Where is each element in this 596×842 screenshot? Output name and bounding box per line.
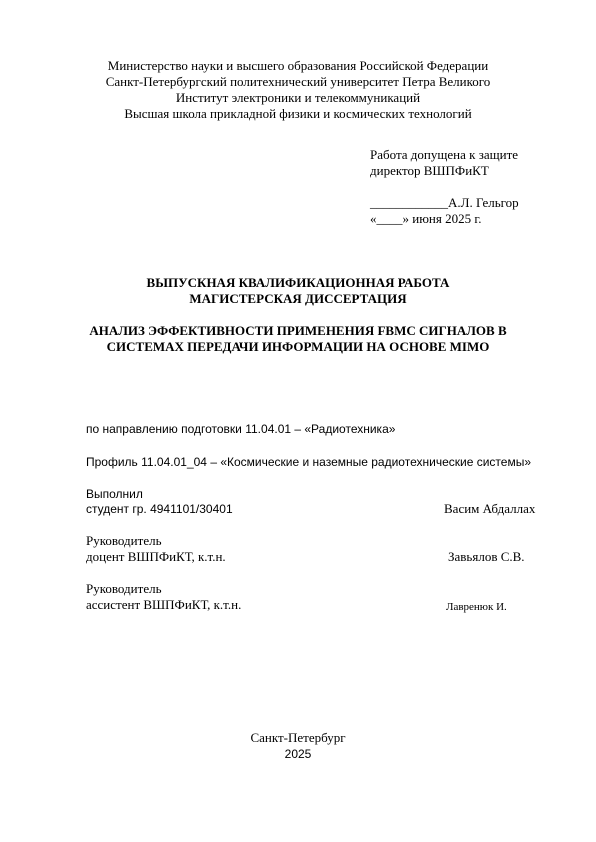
supervisor2-position: ассистент ВШПФиКТ, к.т.н. xyxy=(86,597,242,612)
supervisor1-name: Завьялов С.В. xyxy=(448,549,525,564)
university-line: Санкт-Петербургский политехнический университет Петра Великого xyxy=(105,74,491,89)
approval-signature: ____________А.Л. Гельгор xyxy=(370,195,519,210)
year-line: 2025 xyxy=(284,747,312,761)
approval-director: директор ВШПФиКТ xyxy=(370,163,489,178)
approval-date: «____» июня 2025 г. xyxy=(370,211,482,226)
direction-line: по направлению подготовки 11.04.01 – «Радиотехника» xyxy=(86,422,396,436)
city-line: Санкт-Петербург xyxy=(250,730,346,745)
author-position: студент гр. 4941101/30401 xyxy=(86,502,233,516)
profile-line: Профиль 11.04.01_04 – «Космические и наземные радиотехнические системы» xyxy=(86,455,531,469)
supervisor1-role: Руководитель xyxy=(86,533,162,548)
thesis-title-line2: СИСТЕМАХ ПЕРЕДАЧИ ИНФОРМАЦИИ НА ОСНОВЕ MIMO xyxy=(106,339,490,354)
author-role: Выполнил xyxy=(86,487,143,501)
author-name: Васим Абдаллах xyxy=(444,501,536,516)
supervisor2-name: Лавренюк И. xyxy=(446,601,507,613)
supervisor1-position: доцент ВШПФиКТ, к.т.н. xyxy=(86,549,226,564)
thesis-title-line1: АНАЛИЗ ЭФФЕКТИВНОСТИ ПРИМЕНЕНИЯ FBMC СИГНАЛОВ В xyxy=(89,323,507,338)
approval-text: Работа допущена к защите xyxy=(370,147,519,162)
ministry-line: Министерство науки и высшего образования Российской Федерации xyxy=(107,58,489,73)
work-type-line1: ВЫПУСКНАЯ КВАЛИФИКАЦИОННАЯ РАБОТА xyxy=(146,275,450,290)
supervisor2-role: Руководитель xyxy=(86,581,162,596)
work-type-line2: МАГИСТЕРСКАЯ ДИССЕРТАЦИЯ xyxy=(189,291,407,306)
school-line: Высшая школа прикладной физики и космических технологий xyxy=(124,106,472,121)
institute-line: Институт электроники и телекоммуникаций xyxy=(175,90,421,105)
